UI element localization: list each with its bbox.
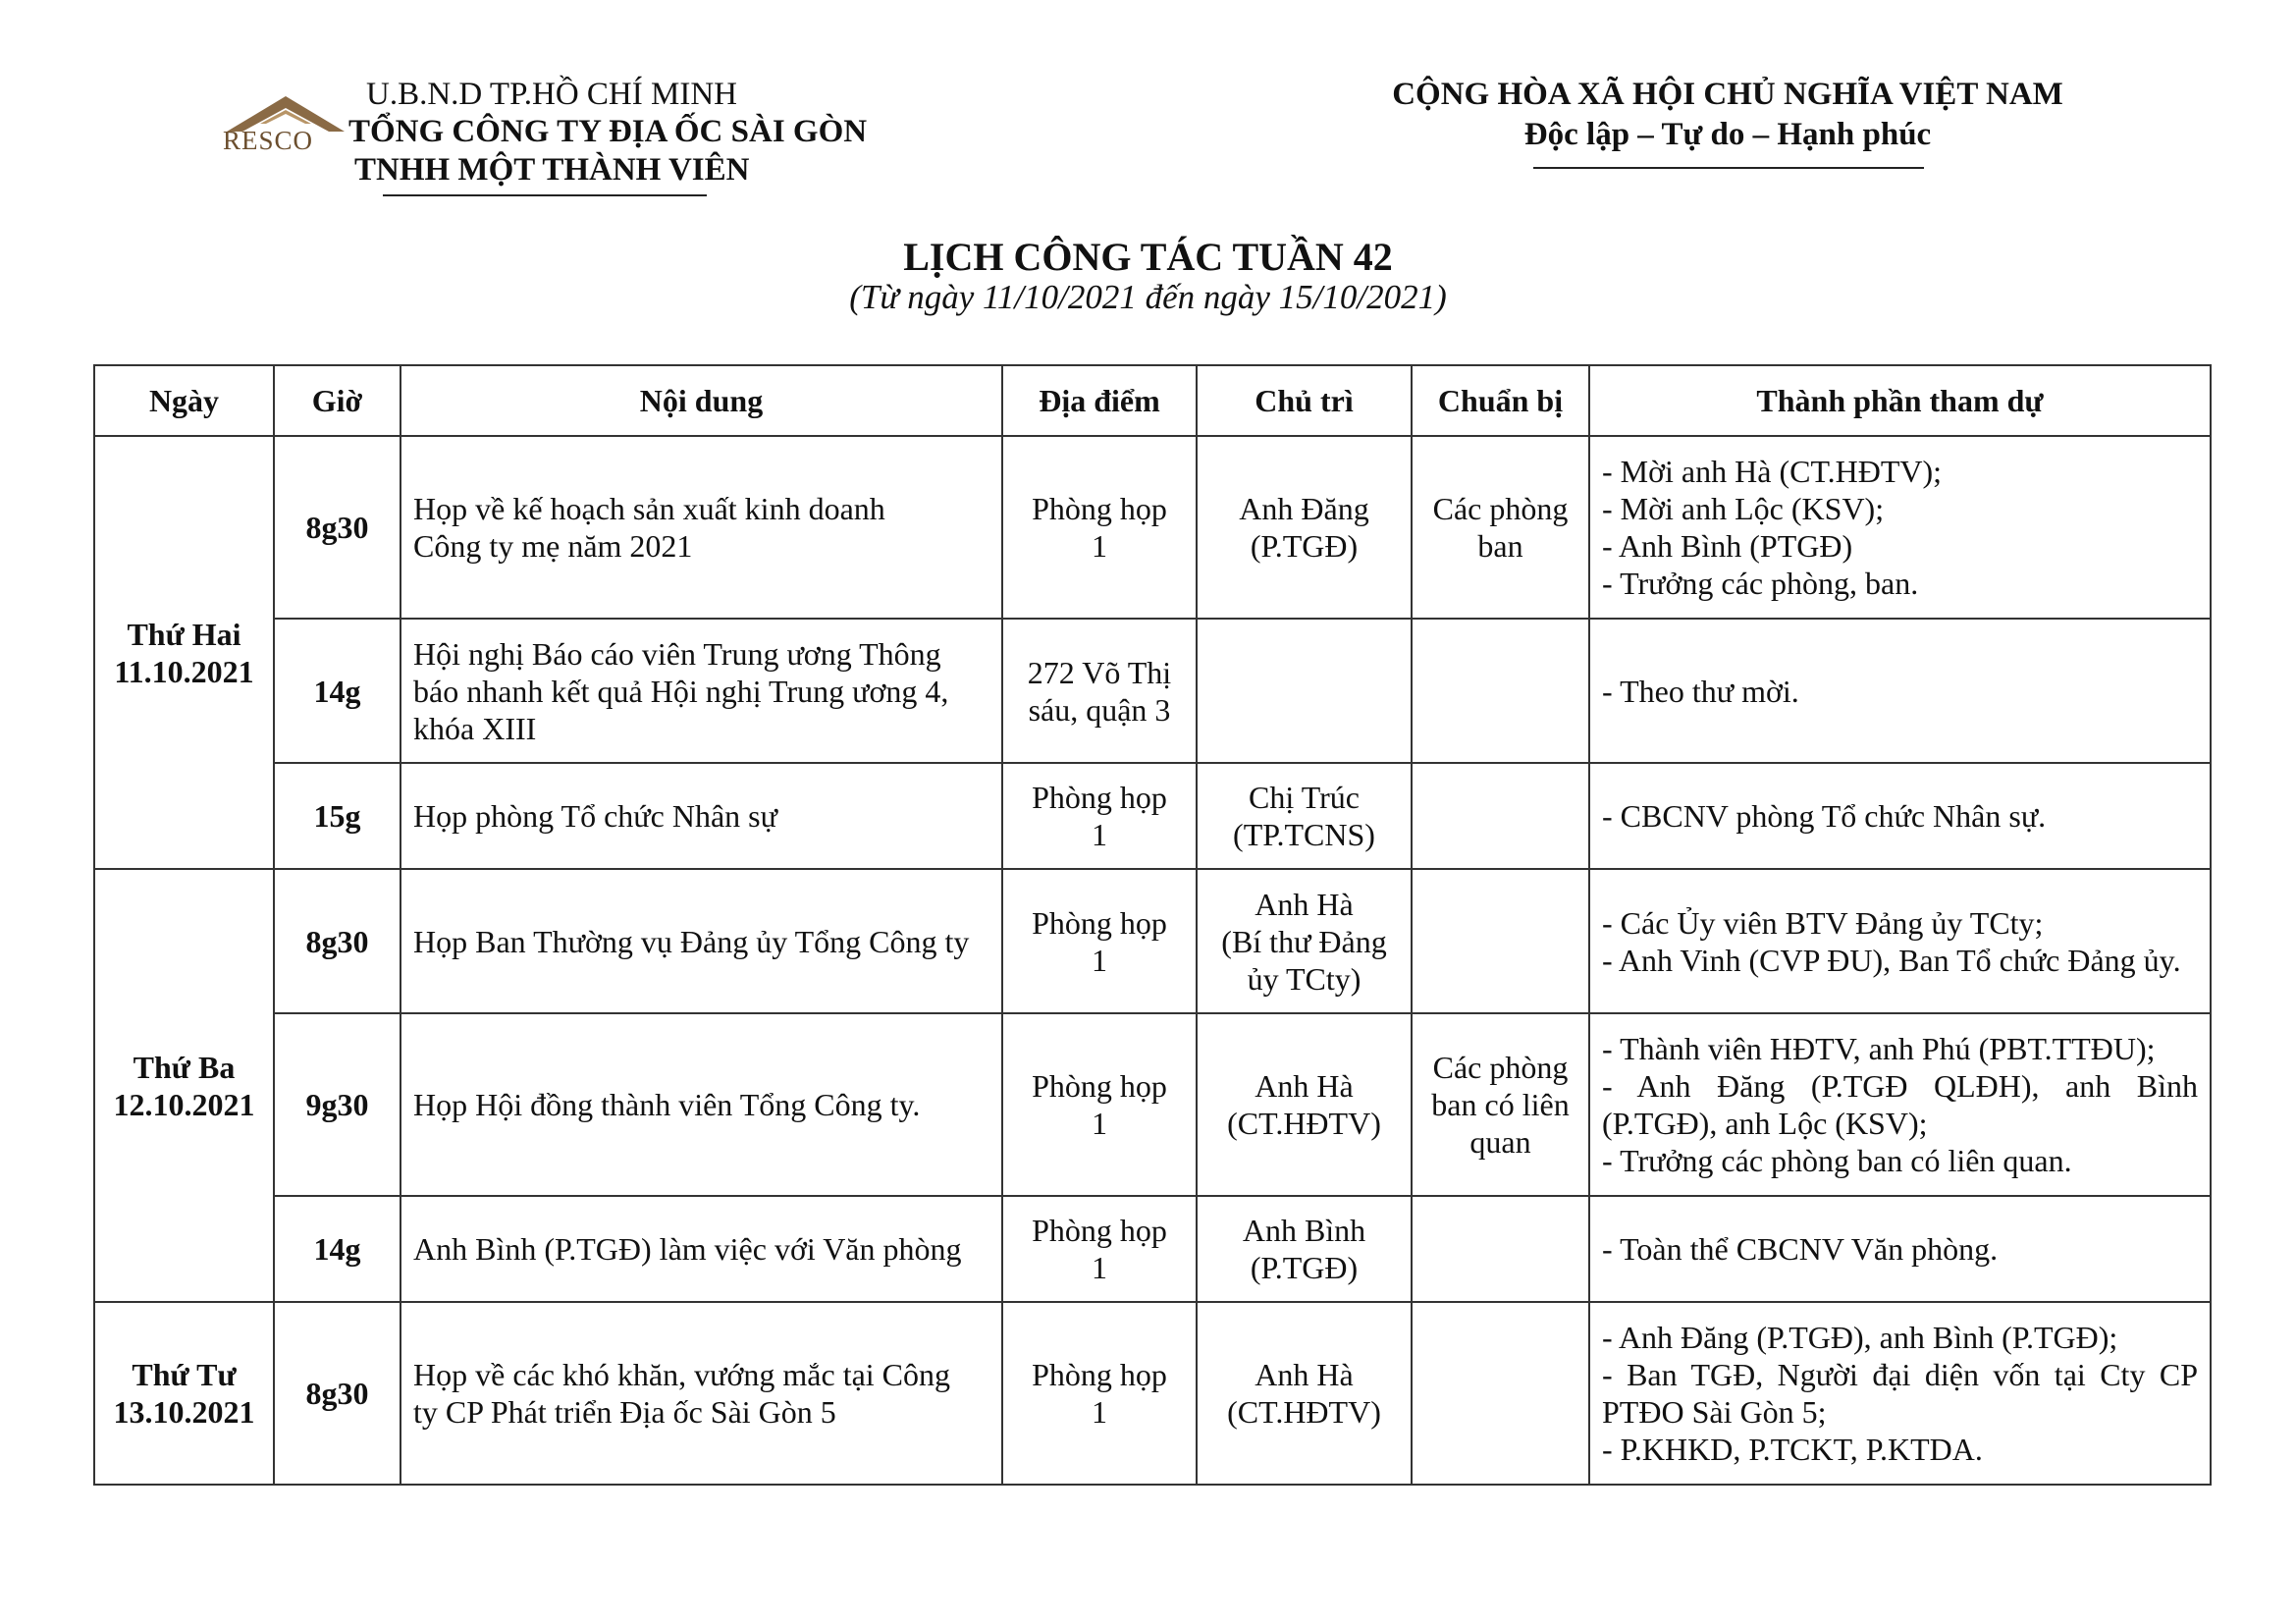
attendee-line: - CBCNV phòng Tổ chức Nhân sự. xyxy=(1602,798,2047,834)
prepare-cell xyxy=(1412,869,1589,1013)
attendees-cell xyxy=(1589,1013,2211,1196)
org-name: TỔNG CÔNG TY ĐỊA ỐC SÀI GÒN xyxy=(348,114,868,149)
attendee-line: - Thành viên HĐTV, anh Phú (PBT.TTĐU); xyxy=(1602,1031,2156,1066)
table-header-row xyxy=(94,365,2211,436)
prepare-line: ban có liên xyxy=(1431,1087,1570,1122)
attendees-cell xyxy=(1589,1302,2211,1485)
prepare-cell xyxy=(1412,1196,1589,1302)
location-line: Phòng họp xyxy=(1032,1357,1167,1392)
attendee-line: - Theo thư mời. xyxy=(1602,673,1799,709)
attendee-line: - Mời anh Lộc (KSV); xyxy=(1602,491,1885,526)
location-line: 1 xyxy=(1092,942,1107,978)
location-cell xyxy=(1002,1302,1197,1485)
org-underline xyxy=(383,194,707,196)
chair-cell xyxy=(1197,869,1412,1013)
prepare-line: Các phòng xyxy=(1432,1050,1569,1085)
table-row xyxy=(94,1013,2211,1196)
col-header-chair: Chủ trì xyxy=(1197,365,1412,436)
attendee-line: - Toàn thể CBCNV Văn phòng. xyxy=(1602,1231,1999,1267)
content-line: ty CP Phát triển Địa ốc Sài Gòn 5 xyxy=(413,1394,836,1430)
day-cell xyxy=(94,869,274,1302)
day-name: Thứ Tư xyxy=(132,1357,237,1392)
national-title: CỘNG HÒA XÃ HỘI CHỦ NGHĨA VIỆT NAM xyxy=(1392,77,2063,112)
content-line: báo nhanh kết quả Hội nghị Trung ương 4, xyxy=(413,673,949,709)
attendees-cell xyxy=(1589,869,2211,1013)
time-cell: 8g30 xyxy=(274,436,400,619)
attendee-line: - Trưởng các phòng ban có liên quan. xyxy=(1602,1143,2072,1178)
col-header-attendees: Thành phần tham dự xyxy=(1589,365,2211,436)
chair-cell xyxy=(1197,1196,1412,1302)
attendee-line: - Trưởng các phòng, ban. xyxy=(1602,566,1919,601)
time-cell: 8g30 xyxy=(274,869,400,1013)
day-cell xyxy=(94,1302,274,1485)
location-cell xyxy=(1002,619,1197,763)
location-line: sáu, quận 3 xyxy=(1028,691,1171,728)
location-line: 1 xyxy=(1092,1394,1107,1430)
col-header-prepare: Chuẩn bị xyxy=(1412,365,1589,436)
col-header-location: Địa điểm xyxy=(1002,365,1197,436)
chair-cell xyxy=(1197,436,1412,619)
prepare-cell xyxy=(1412,436,1589,619)
time-cell: 9g30 xyxy=(274,1013,400,1196)
location-cell xyxy=(1002,1196,1197,1302)
col-header-day: Ngày xyxy=(94,365,274,436)
time-cell: 14g xyxy=(274,1196,400,1302)
location-cell xyxy=(1002,436,1197,619)
location-line: Phòng họp xyxy=(1032,1068,1167,1104)
content-cell xyxy=(400,763,1002,869)
content-cell: Anh Bình (P.TGĐ) làm việc với Văn phòng xyxy=(400,1196,1002,1302)
location-line: Phòng họp xyxy=(1032,1213,1167,1248)
chair-line: Anh Hà xyxy=(1255,1068,1354,1104)
table-row xyxy=(94,869,2211,1013)
location-line: Phòng họp xyxy=(1032,780,1167,815)
col-header-time: Giờ xyxy=(274,365,400,436)
national-header xyxy=(1355,77,2101,153)
chair-line: (P.TGĐ) xyxy=(1250,528,1359,564)
attendee-line: - P.KHKD, P.TCKT, P.KTDA. xyxy=(1602,1432,1983,1467)
logo-text: RESCO xyxy=(223,126,314,155)
content-line: Công ty mẹ năm 2021 xyxy=(413,528,693,564)
attendee-line: - Anh Đăng (P.TGĐ), anh Bình (P.TGĐ); xyxy=(1602,1320,2118,1355)
prepare-cell xyxy=(1412,763,1589,869)
chair-line: Anh Hà xyxy=(1255,886,1354,922)
table-row xyxy=(94,436,2211,619)
content-cell xyxy=(400,436,1002,619)
location-line: 272 Võ Thị xyxy=(1027,654,1172,690)
attendees-cell xyxy=(1589,763,2211,869)
org-parent: U.B.N.D TP.HỒ CHÍ MINH xyxy=(366,77,738,112)
chair-line: Chị Trúc xyxy=(1249,780,1360,815)
col-header-content: Nội dung xyxy=(400,365,1002,436)
prepare-line: quan xyxy=(1469,1124,1531,1160)
attendees-cell xyxy=(1589,1196,2211,1302)
table-row xyxy=(94,1196,2211,1302)
day-cell xyxy=(94,436,274,869)
chair-cell xyxy=(1197,763,1412,869)
day-date: 13.10.2021 xyxy=(113,1394,255,1430)
location-line: Phòng họp xyxy=(1032,491,1167,526)
attendee-line: - Ban TGĐ, Người đại diện vốn tại Cty CP PTĐO Sài Gòn 5; xyxy=(1602,1357,2198,1430)
time-cell: 15g xyxy=(274,763,400,869)
location-line: 1 xyxy=(1092,817,1107,852)
schedule-table xyxy=(93,364,2212,1486)
chair-line: Anh Đăng xyxy=(1239,491,1369,526)
location-line: 1 xyxy=(1092,1106,1107,1141)
content-line: Họp về các khó khăn, vướng mắc tại Công xyxy=(413,1357,951,1392)
prepare-line: Các phòng xyxy=(1432,491,1569,526)
content-cell xyxy=(400,619,1002,763)
prepare-line: ban xyxy=(1477,528,1523,564)
table-row xyxy=(94,763,2211,869)
prepare-cell xyxy=(1412,1013,1589,1196)
content-line: Hội nghị Báo cáo viên Trung ương Thông xyxy=(413,635,941,672)
content-cell xyxy=(400,1302,1002,1485)
day-date: 12.10.2021 xyxy=(113,1086,255,1122)
attendee-line: - Mời anh Hà (CT.HĐTV); xyxy=(1602,454,1943,489)
location-line: Phòng họp xyxy=(1032,904,1167,941)
content-line: Họp phòng Tổ chức Nhân sự xyxy=(413,798,777,834)
content-cell: Họp Hội đồng thành viên Tổng Công ty. xyxy=(400,1013,1002,1196)
location-line: 1 xyxy=(1092,1250,1107,1285)
chair-line: (CT.HĐTV) xyxy=(1227,1106,1381,1141)
day-date: 11.10.2021 xyxy=(114,653,254,689)
content-line: khóa XIII xyxy=(413,710,537,746)
chair-line: Anh Bình xyxy=(1242,1213,1366,1248)
table-row xyxy=(94,619,2211,763)
page-title: LỊCH CÔNG TÁC TUẦN 42 xyxy=(903,235,1393,279)
org-type: TNHH MỘT THÀNH VIÊN xyxy=(354,152,750,188)
time-cell: 8g30 xyxy=(274,1302,400,1485)
chair-line: (TP.TCNS) xyxy=(1233,817,1375,852)
motto-underline xyxy=(1533,167,1924,169)
table-row xyxy=(94,1302,2211,1485)
chair-line: (CT.HĐTV) xyxy=(1227,1394,1381,1430)
chair-line: (P.TGĐ) xyxy=(1250,1250,1359,1285)
chair-cell xyxy=(1197,619,1412,763)
location-cell xyxy=(1002,869,1197,1013)
chair-cell xyxy=(1197,1013,1412,1196)
attendee-line: - Anh Vinh (CVP ĐU), Ban Tổ chức Đảng ủy. xyxy=(1602,942,2181,978)
attendee-line: - Anh Đăng (P.TGĐ QLĐH), anh Bình (P.TGĐ), anh Lộc (KSV); xyxy=(1602,1068,2198,1141)
national-motto: Độc lập – Tự do – Hạnh phúc xyxy=(1523,117,1932,152)
prepare-cell xyxy=(1412,619,1589,763)
attendees-cell xyxy=(1589,436,2211,619)
attendees-cell xyxy=(1589,619,2211,763)
location-line: 1 xyxy=(1092,528,1107,564)
attendee-line: - Anh Bình (PTGĐ) xyxy=(1602,528,1853,564)
day-name: Thứ Hai xyxy=(127,616,241,652)
chair-line: Anh Hà xyxy=(1255,1357,1354,1392)
content-cell: Họp Ban Thường vụ Đảng ủy Tổng Công ty xyxy=(400,869,1002,1013)
prepare-cell xyxy=(1412,1302,1589,1485)
page-subtitle: (Từ ngày 11/10/2021 đến ngày 15/10/2021) xyxy=(849,278,1447,316)
chair-line: (Bí thư Đảng xyxy=(1221,923,1387,959)
attendee-line: - Các Ủy viên BTV Đảng ủy TCty; xyxy=(1602,904,2044,941)
location-cell xyxy=(1002,1013,1197,1196)
chair-line: ủy TCty) xyxy=(1247,960,1362,997)
chair-cell xyxy=(1197,1302,1412,1485)
time-cell: 14g xyxy=(274,619,400,763)
day-name: Thứ Ba xyxy=(133,1049,236,1085)
location-cell xyxy=(1002,763,1197,869)
content-line: Họp về kế hoạch sản xuất kinh doanh xyxy=(413,491,885,526)
